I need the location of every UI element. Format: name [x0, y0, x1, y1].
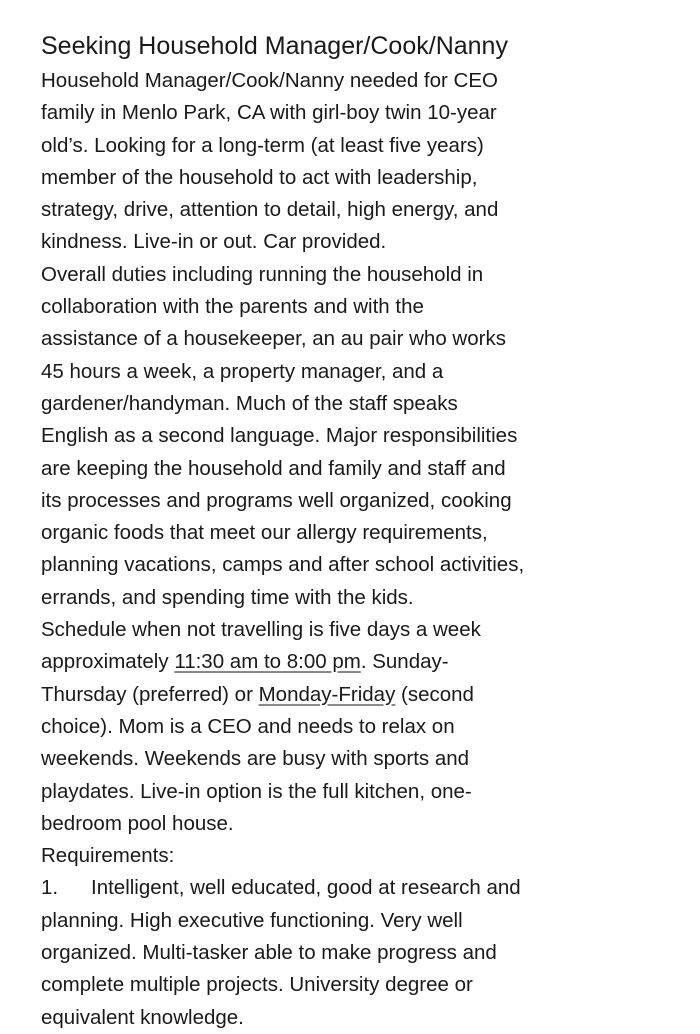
- job-posting: [41, 30, 681, 1034]
- time-range-link[interactable]: 11:30 am to 8:00 pm: [174, 650, 361, 674]
- text-line: are keeping the household and family and staff and: [41, 456, 506, 480]
- text-line: choice). Mom is a CEO and needs to relax on: [41, 714, 455, 738]
- text-line: complete multiple projects. University degree or: [41, 973, 473, 997]
- text-line: gardener/handyman. Much of the staff speaks: [41, 391, 458, 415]
- text-span: Intelligent, well educated, good at research and: [91, 876, 521, 900]
- requirements-section: [41, 840, 681, 1034]
- text-line: bedroom pool house.: [41, 811, 234, 835]
- text-line: equivalent knowledge.: [41, 1005, 244, 1029]
- text-span: approximately: [41, 650, 175, 674]
- text-line: Overall duties including running the household in: [41, 262, 484, 286]
- schedule-paragraph: [41, 614, 681, 840]
- text-line: member of the household to act with leadership,: [41, 165, 478, 189]
- duties-paragraph: [41, 259, 681, 614]
- text-line: organic foods that meet our allergy requirements,: [41, 521, 488, 545]
- text-span: Thursday (preferred) or: [41, 682, 259, 706]
- requirements-heading: Requirements:: [41, 844, 175, 868]
- text-line: weekends. Weekends are busy with sports and: [41, 747, 470, 771]
- text-line: 45 hours a week, a property manager, and a: [41, 359, 444, 383]
- text-span: (second: [395, 682, 474, 706]
- text-line: English as a second language. Major responsibilities: [41, 424, 518, 448]
- text-line: playdates. Live-in option is the full kitchen, one-: [41, 779, 472, 803]
- text-line: strategy, drive, attention to detail, high energy, and: [41, 198, 499, 222]
- text-line: errands, and spending time with the kids.: [41, 585, 414, 609]
- posting-title: Seeking Household Manager/Cook/Nanny: [41, 32, 508, 60]
- text-line: kindness. Live-in or out. Car provided.: [41, 230, 387, 254]
- text-line: [41, 679, 681, 711]
- text-line: its processes and programs well organized, cooking: [41, 488, 512, 512]
- text-line: organized. Multi-tasker able to make progress and: [41, 941, 497, 965]
- text-line: old’s. Looking for a long-term (at least five years): [41, 133, 484, 157]
- requirement-item-1: [41, 872, 681, 904]
- text-span: . Sunday-: [360, 650, 449, 674]
- date-range-link[interactable]: Monday-Friday: [258, 682, 396, 706]
- text-line: Household Manager/Cook/Nanny needed for CEO: [41, 69, 498, 92]
- text-line: collaboration with the parents and with the: [41, 295, 424, 319]
- text-line: planning vacations, camps and after school activities,: [41, 553, 525, 577]
- text-line: assistance of a housekeeper, an au pair who works: [41, 327, 506, 351]
- list-number: 1.: [41, 876, 59, 900]
- text-line: [41, 646, 681, 678]
- text-line: Schedule when not travelling is five days a week: [41, 618, 481, 642]
- intro-paragraph: [41, 65, 681, 259]
- text-line: planning. High executive functioning. Very well: [41, 908, 463, 932]
- text-line: family in Menlo Park, CA with girl-boy twin 10-year: [41, 101, 497, 125]
